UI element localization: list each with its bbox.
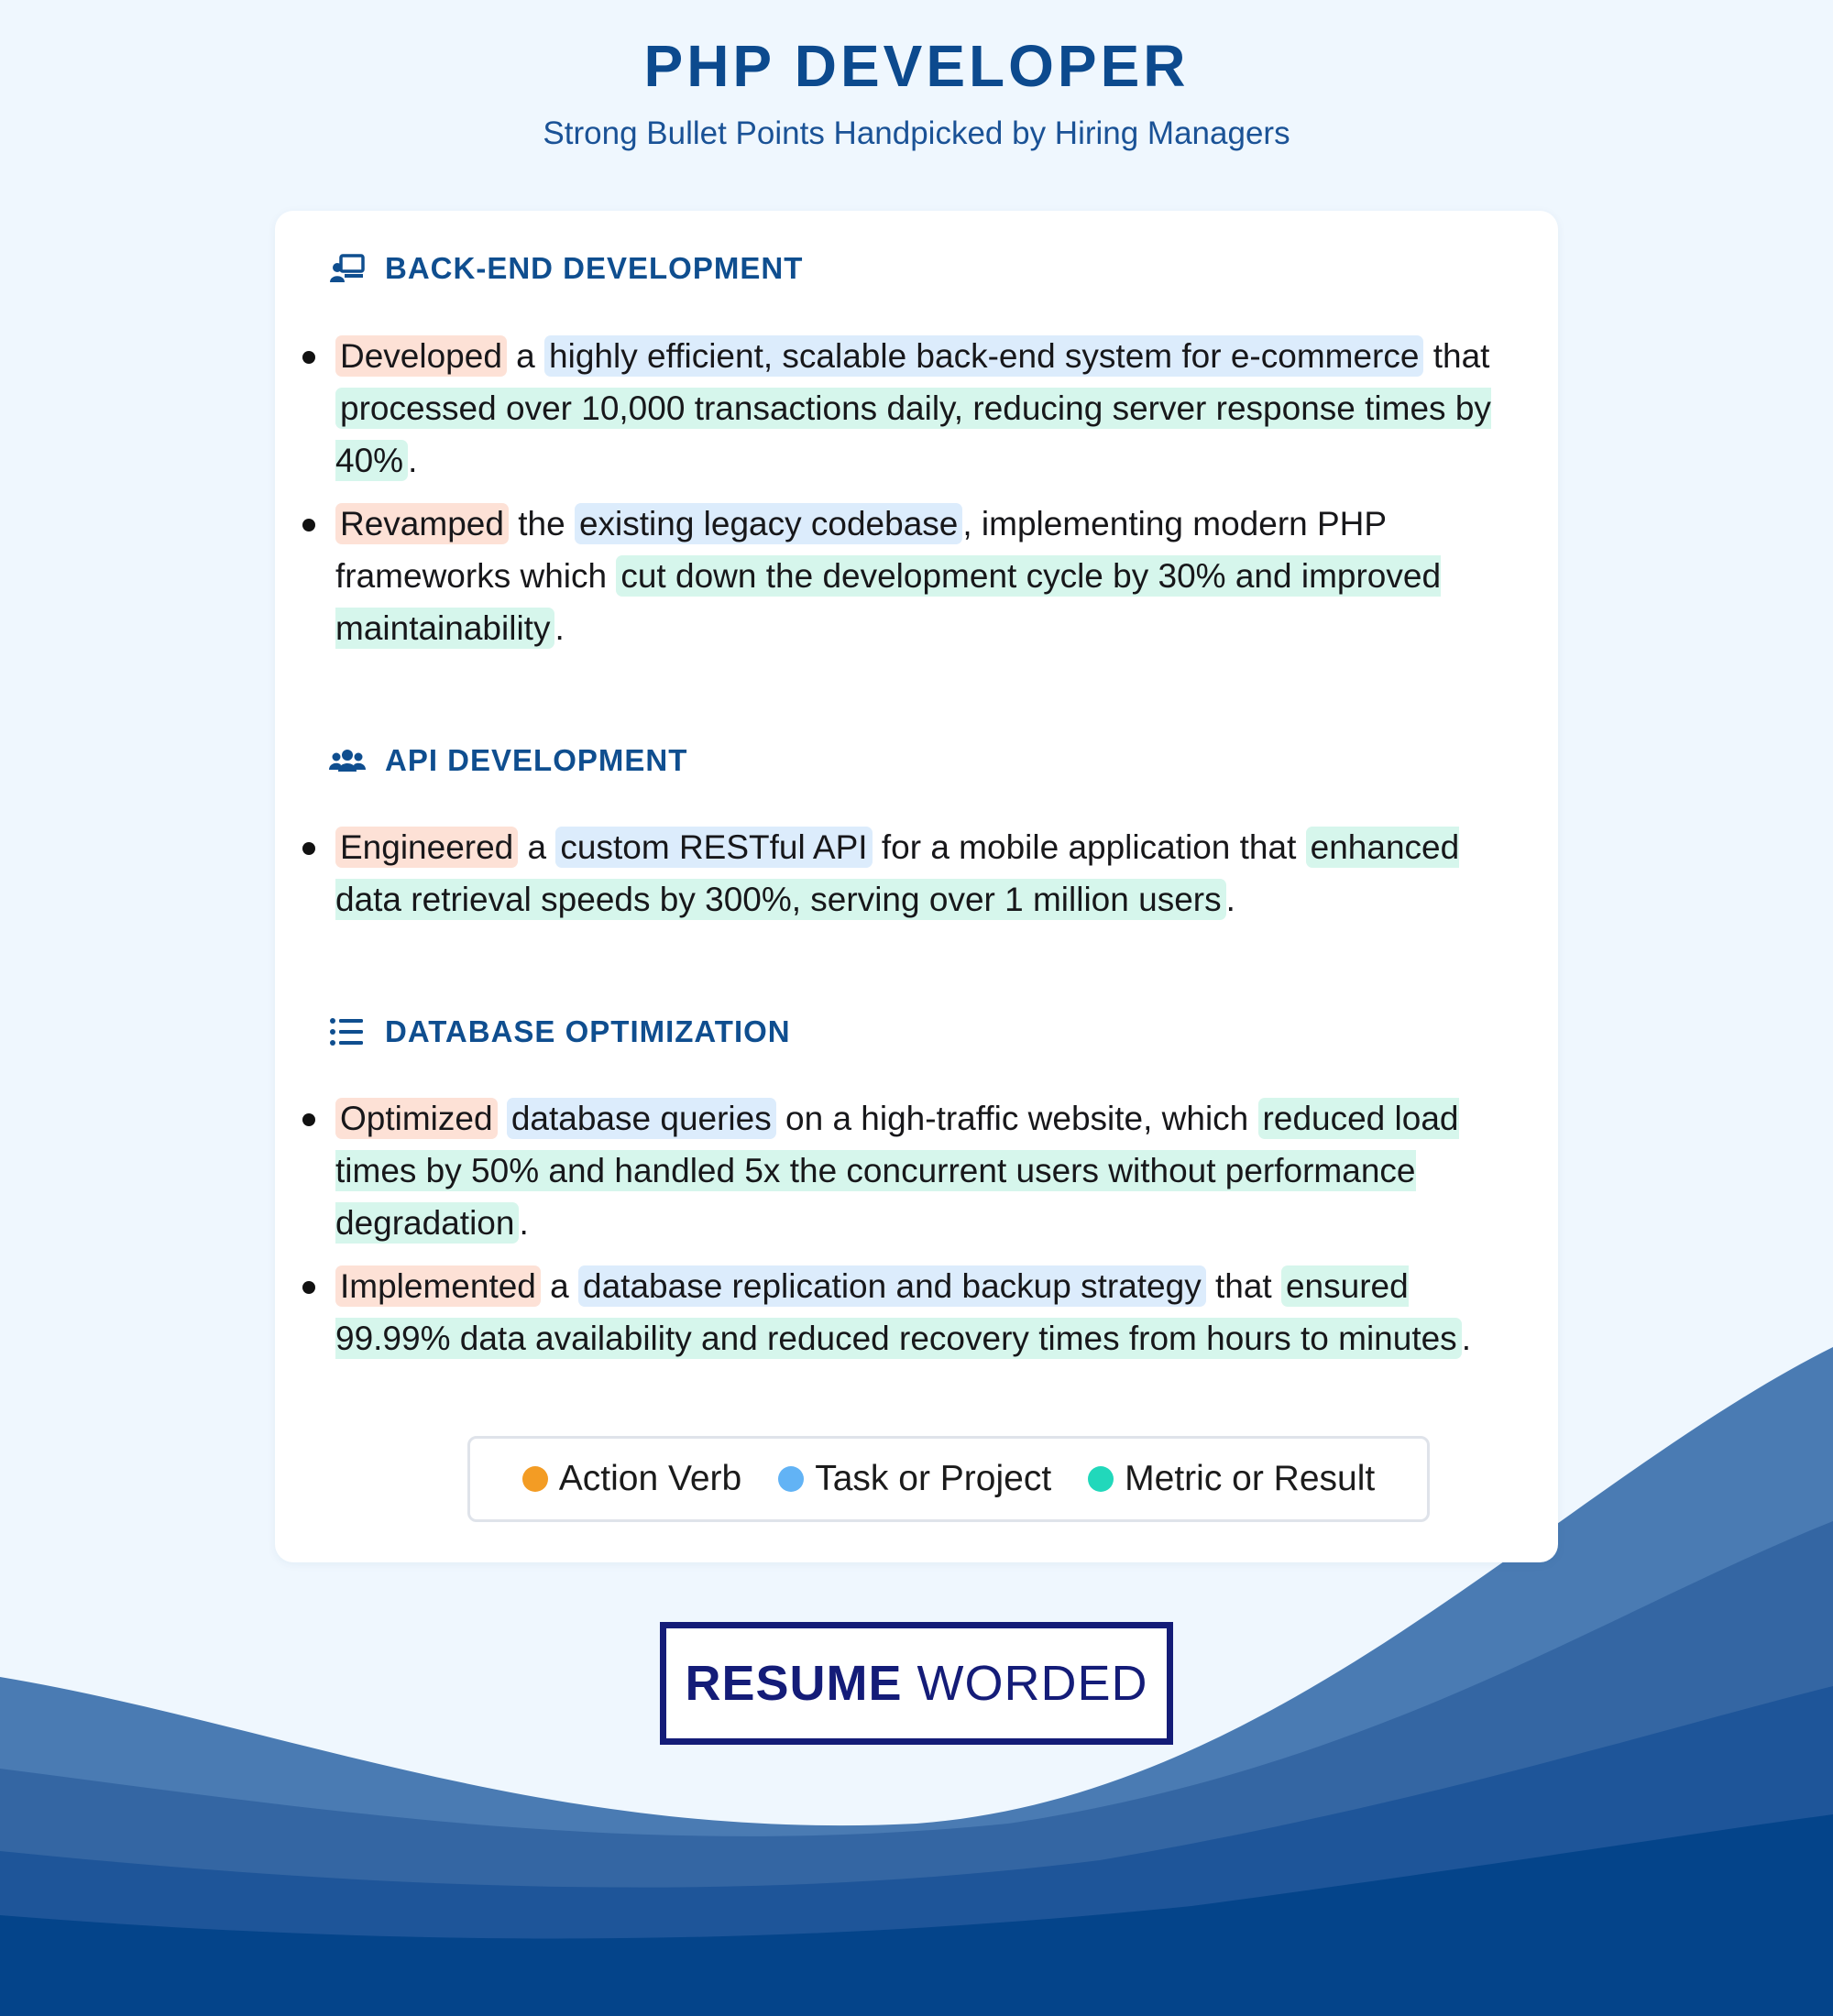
bullet-text: . bbox=[1225, 881, 1235, 918]
legend-label: Metric or Result bbox=[1125, 1459, 1376, 1498]
bullet-text: a bbox=[506, 337, 545, 375]
bullet-list-database bbox=[301, 1092, 1510, 1375]
section-title: DATABASE OPTIMIZATION bbox=[385, 1014, 791, 1048]
bullet-text: , implementing modern PHP frameworks which bbox=[335, 505, 1387, 595]
legend-action-verb bbox=[522, 1459, 741, 1499]
bullet-text bbox=[498, 1100, 507, 1137]
bullet-list-api bbox=[301, 821, 1510, 937]
metric-highlight: reduced load times by 50% and handled 5x the concurrent users without performance degradation bbox=[335, 1100, 1459, 1242]
bullet-text: a bbox=[540, 1267, 579, 1305]
bullet-text: . bbox=[1461, 1320, 1471, 1357]
bullet-text: . bbox=[554, 609, 565, 647]
bullet-point bbox=[301, 1260, 1510, 1364]
resume-worded-logo[interactable] bbox=[660, 1622, 1173, 1745]
task-highlight: database queries bbox=[507, 1098, 776, 1139]
action-verb-highlight: Implemented bbox=[335, 1265, 541, 1307]
bullet-point bbox=[301, 1092, 1510, 1249]
metric-highlight: ensured 99.99% data availability and reduced recovery times from hours to minutes bbox=[335, 1265, 1462, 1359]
bullet-text: that bbox=[1423, 337, 1490, 375]
task-highlight: highly efficient, scalable back-end system for e-commerce bbox=[544, 335, 1423, 377]
legend-metric-or-result bbox=[1088, 1459, 1375, 1499]
blue-dot-icon bbox=[778, 1466, 804, 1492]
page-subtitle: Strong Bullet Points Handpicked by Hiring Managers bbox=[543, 115, 1290, 151]
bullet-list-back-end bbox=[301, 330, 1510, 665]
metric-highlight: processed over 10,000 transactions daily, reducing server response times by 40% bbox=[335, 389, 1491, 479]
legend-task-or-project bbox=[778, 1459, 1051, 1499]
bullet-point bbox=[301, 821, 1510, 926]
presentation-icon bbox=[328, 249, 367, 288]
section-header-database-optimization bbox=[328, 1009, 791, 1055]
bullet-text: . bbox=[408, 442, 418, 479]
section-title: BACK-END DEVELOPMENT bbox=[385, 251, 804, 285]
action-verb-highlight: Revamped bbox=[335, 503, 509, 544]
bullet-point bbox=[301, 330, 1510, 487]
section-header-api-development bbox=[328, 738, 687, 783]
task-highlight: custom RESTful API bbox=[555, 827, 872, 868]
metric-highlight: cut down the development cycle by 30% and improved maintainability bbox=[335, 557, 1442, 647]
task-highlight: database replication and backup strategy bbox=[578, 1265, 1206, 1307]
orange-dot-icon bbox=[522, 1466, 548, 1492]
users-icon bbox=[328, 741, 367, 780]
action-verb-highlight: Optimized bbox=[335, 1098, 498, 1139]
action-verb-highlight: Developed bbox=[335, 335, 507, 377]
bullet-text: that bbox=[1205, 1267, 1281, 1305]
bullet-text: on a high-traffic website, which bbox=[775, 1100, 1258, 1137]
legend-label: Task or Project bbox=[815, 1459, 1052, 1498]
teal-dot-icon bbox=[1088, 1466, 1114, 1492]
legend-label: Action Verb bbox=[558, 1459, 742, 1498]
list-icon bbox=[328, 1013, 367, 1051]
highlight-legend bbox=[467, 1436, 1430, 1522]
metric-highlight: enhanced data retrieval speeds by 300%, serving over 1 million users bbox=[335, 828, 1460, 918]
bullet-text: a bbox=[518, 828, 556, 866]
bullet-text: . bbox=[519, 1204, 529, 1242]
task-highlight: existing legacy codebase bbox=[575, 503, 962, 544]
bullet-text: for a mobile application that bbox=[872, 828, 1306, 866]
logo-light-text: WORDED bbox=[916, 1656, 1148, 1711]
section-header-back-end-development bbox=[328, 246, 803, 291]
logo-bold-text: RESUME bbox=[685, 1656, 903, 1711]
action-verb-highlight: Engineered bbox=[335, 827, 518, 868]
bullet-text: the bbox=[508, 505, 575, 542]
bullet-points-card bbox=[275, 211, 1558, 1562]
section-title: API DEVELOPMENT bbox=[385, 743, 688, 777]
bullet-point bbox=[301, 498, 1510, 654]
page-title: PHP DEVELOPER bbox=[643, 33, 1190, 99]
